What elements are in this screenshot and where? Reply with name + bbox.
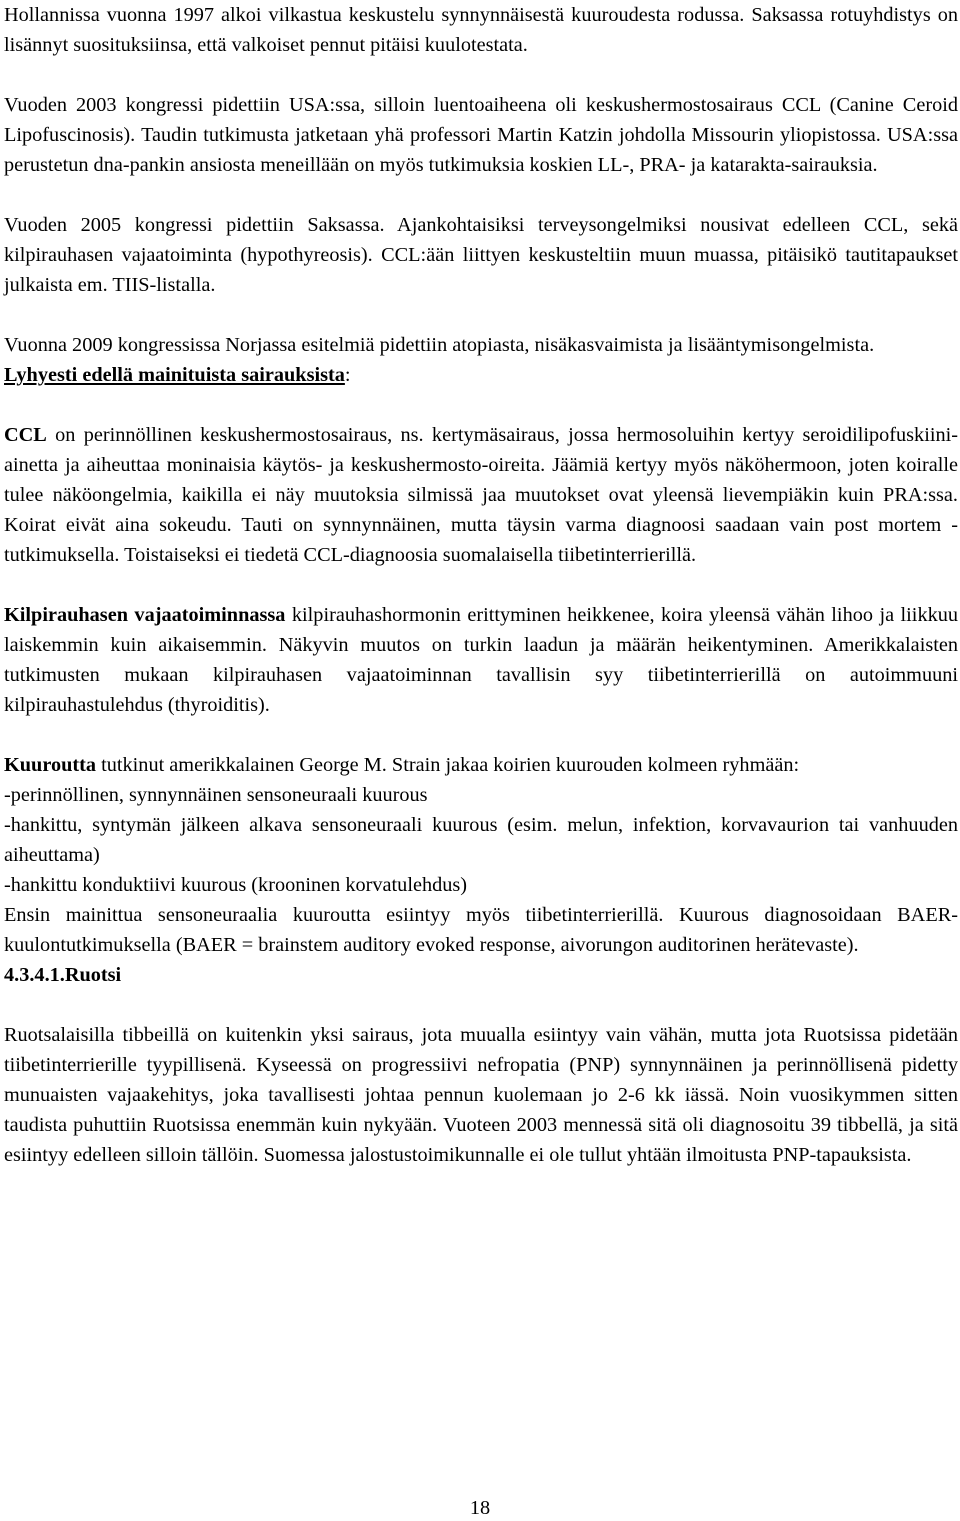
sweden-paragraph: Ruotsalaisilla tibbeillä on kuitenkin yksi sairaus, jota muualla esiintyy vain vähän, mutta jota Ruotsissa pidetään tiibetinterrierille tyypillisenä. Kyseessä on progressiivi nefropatia (PNP) synnynnäinen ja perinnöllisenä pidetty munuaisten vajaakehitys, joka tavallisesti johtaa pennun kuolemaan jo 2-6 kk iässä. Noin vuosikymmen sitten taudista puhuttiin Ruotsissa enemmän kuin nykyään. Vuoteen 2003 mennessä sitä oli diagnosoitu 39 tibbellä, ja sitä esiintyy edelleen silloin tällöin. Suomessa jalostustoimikunnalle ei ole tullut yhtään ilmoitusta PNP-tapauksista. bbox=[4, 1024, 958, 1166]
summary-heading bbox=[4, 360, 958, 390]
deafness-list-item: -hankittu konduktiivi kuurous (krooninen korvatulehdus) bbox=[4, 874, 468, 896]
deafness-list-item: -perinnöllinen, synnynnäinen sensoneuraali kuurous bbox=[4, 784, 428, 806]
paragraph-2005-congress: Vuoden 2005 kongressi pidettiin Saksassa. Ajankohtaisiksi terveysongelmiksi nousivat edelleen CCL, sekä kilpirauhasen vajaatoiminta (hypothyreosis). CCL:ään liittyen keskusteltiin muun muassa, pitäisikö tautitapaukset julkaista em. TIIS-listalla. bbox=[4, 214, 958, 296]
hypothyreosis-text: kilpirauhashormonin erittyminen heikkenee, koira yleensä vähän lihoo ja liikkuu laiskemmin kuin aikaisemmin. Näkyvin muutos on turkin laadun ja määrän heikentyminen. Amerikkalaisten tutkimusten mukaan kilpirauhasen vajaatoiminnan tavallisin syy tiibetinterrierillä on autoimmuuni kilpirauhastulehdus (thyroiditis). bbox=[4, 604, 959, 716]
ccl-term: CCL bbox=[4, 424, 47, 446]
section-heading-ruotsi: 4.3.4.1.Ruotsi bbox=[4, 964, 122, 986]
summary-heading-text: Lyhyesti edellä mainituista sairauksista bbox=[4, 364, 345, 386]
page-number: 18 bbox=[469, 1497, 491, 1519]
ccl-text: on perinnöllinen keskushermostosairaus, ns. kertymäsairaus, jossa hermosoluihin kertyy seroidilipofuskiini-ainetta ja aiheuttaa moninaisia käytös- ja keskushermosto-oireita. Jäämiä kertyy myös näköhermoon, joten koiralle tulee näköongelmia, kaikilla ei näy muutoksia silmissä jaa muutokset ovat yleensä lievempiäkin kuin PRA:ssa. Koirat eivät aina sokeudu. Tauti on synnynnäinen, mutta täysin varma diagnoosi saadaan vain post mortem - tutkimuksella. Toistaiseksi ei tiedetä CCL-diagnoosia suomalaisella tiibetinterrierillä. bbox=[4, 424, 958, 566]
deafness-list-item: -hankittu, syntymän jälkeen alkava sensoneuraali kuurous (esim. melun, infektion, korvavaurion tai vanhuuden aiheuttama) bbox=[4, 814, 958, 866]
deafness-closing: Ensin mainittua sensoneuraalia kuuroutta esiintyy myös tiibetinterrierillä. Kuurous diagnosoidaan BAER-kuulontutkimuksella (BAER = brainstem auditory evoked response, aivorungon auditorinen herätevaste). bbox=[4, 904, 958, 956]
ccl-paragraph bbox=[4, 420, 958, 570]
paragraph-2009-congress: Vuonna 2009 kongressissa Norjassa esitelmiä pidettiin atopiasta, nisäkasvaimista ja lisääntymisongelmista. bbox=[4, 334, 875, 356]
paragraph-2003-congress: Vuoden 2003 kongressi pidettiin USA:ssa, silloin luentoaiheena oli keskushermostosairaus CCL (Canine Ceroid Lipofuscinosis). Taudin tutkimusta jatketaan yhä professori Martin Katzin johdolla Missourin yliopistossa. USA:ssa perustetun dna-pankin ansiosta meneillään on myös tutkimuksia koskien LL-, PRA- ja katarakta-sairauksia. bbox=[4, 94, 958, 176]
hypothyreosis-term: Kilpirauhasen vajaatoiminnassa bbox=[4, 604, 286, 626]
deafness-text: tutkinut amerikkalainen George M. Strain jakaa koirien kuurouden kolmeen ryhmään: bbox=[96, 754, 800, 776]
deafness-term: Kuuroutta bbox=[4, 754, 97, 776]
deafness-intro bbox=[4, 750, 958, 780]
intro-paragraph: Hollannissa vuonna 1997 alkoi vilkastua keskustelu synnynnäisestä kuuroudesta rodussa. Saksassa rotuyhdistys on lisännyt suosituksiinsa, että valkoiset pennut pitäisi kuulotestata. bbox=[4, 4, 958, 56]
deafness-section bbox=[4, 750, 958, 960]
hypothyreosis-paragraph bbox=[4, 600, 958, 720]
summary-heading-colon: : bbox=[344, 364, 351, 386]
document-page bbox=[4, 0, 958, 1170]
